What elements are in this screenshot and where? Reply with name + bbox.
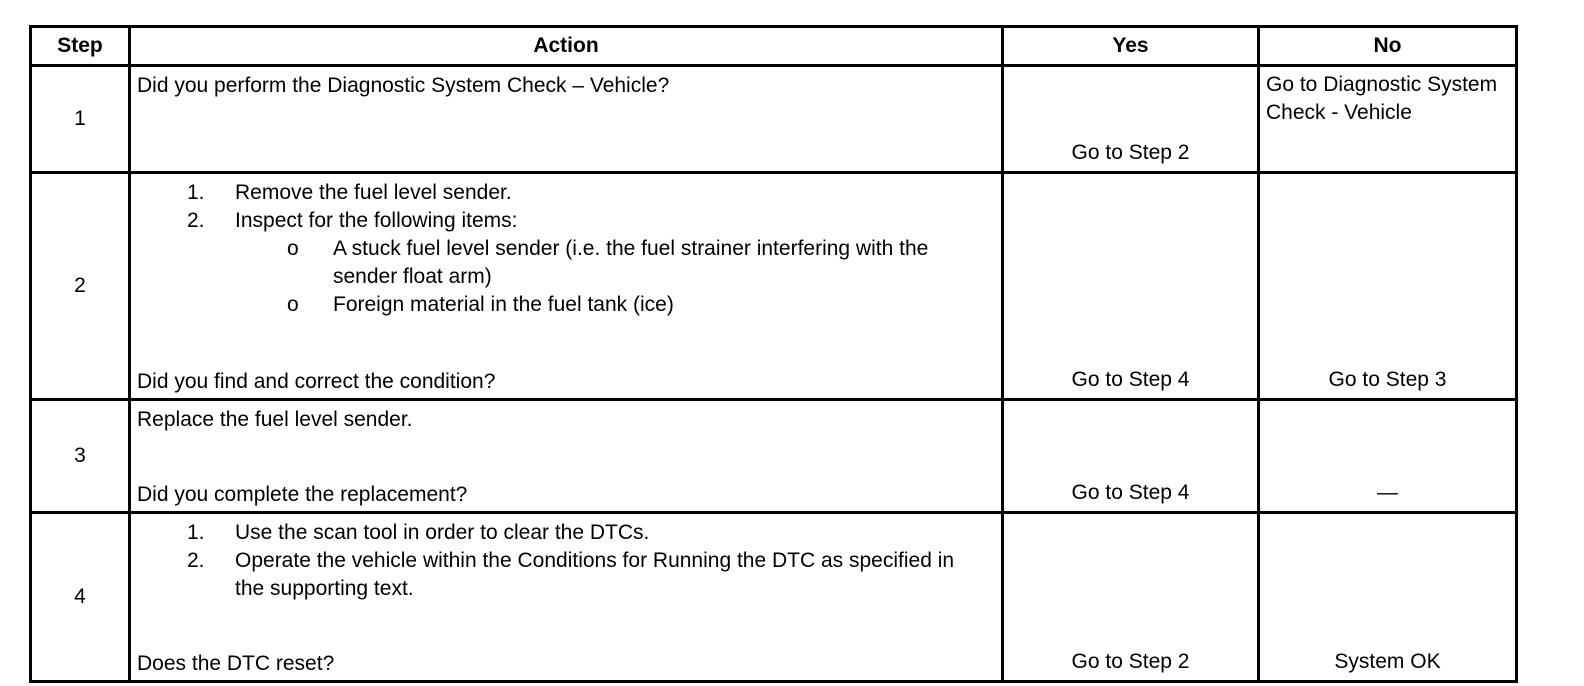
bullet-marker: o [287, 293, 299, 316]
bullet-marker: o [287, 237, 299, 260]
action-cell [130, 400, 1003, 513]
header-no: No [1259, 27, 1517, 66]
action-question: Did you find and correct the condition? [137, 370, 496, 393]
action-question: Does the DTC reset? [137, 652, 335, 675]
yes-answer: Go to Step 4 [1003, 400, 1259, 513]
step-number: 3 [31, 400, 130, 513]
list-item [137, 519, 995, 547]
numbered-list [137, 179, 995, 319]
action-cell [130, 66, 1003, 173]
list-item [137, 207, 995, 319]
no-answer: — [1259, 400, 1517, 513]
sub-list-item [137, 235, 995, 291]
item-text: Use the scan tool in order to clear the DTCs. [235, 521, 650, 544]
table-row [31, 513, 1517, 682]
action-text: Replace the fuel level sender. [137, 408, 413, 431]
action-cell [130, 173, 1003, 400]
table-row [31, 400, 1517, 513]
list-item [137, 547, 995, 603]
item-number: 1. [187, 181, 205, 204]
action-question: Did you perform the Diagnostic System Check – Vehicle? [137, 74, 670, 97]
sub-item-text: A stuck fuel level sender (i.e. the fuel strainer interfering with the sender float arm) [333, 237, 929, 288]
header-action: Action [130, 27, 1003, 66]
sub-list [235, 235, 995, 319]
yes-answer: Go to Step 2 [1003, 513, 1259, 682]
header-step: Step [31, 27, 130, 66]
no-answer: Go to Diagnostic System Check - Vehicle [1259, 66, 1517, 173]
yes-answer: Go to Step 2 [1003, 66, 1259, 173]
action-question: Did you complete the replacement? [137, 483, 468, 506]
list-item [137, 179, 995, 207]
item-number: 2. [187, 209, 205, 232]
action-steps [131, 514, 1001, 603]
action-cell [130, 513, 1003, 682]
table-row [31, 173, 1517, 400]
item-number: 2. [187, 549, 205, 572]
sub-list-item [137, 291, 995, 319]
item-text: Inspect for the following items: [235, 209, 518, 232]
no-answer: Go to Step 3 [1259, 173, 1517, 400]
header-row [31, 27, 1517, 66]
no-answer: System OK [1259, 513, 1517, 682]
item-text: Operate the vehicle within the Conditions for Running the DTC as specified in the supporting text. [235, 549, 955, 600]
action-steps [131, 174, 1001, 319]
numbered-list [137, 519, 995, 603]
diagnostic-table [29, 25, 1518, 683]
header-yes: Yes [1003, 27, 1259, 66]
step-number: 4 [31, 513, 130, 682]
item-text: Remove the fuel level sender. [235, 181, 512, 204]
step-number: 2 [31, 173, 130, 400]
table-row [31, 66, 1517, 173]
sub-item-text: Foreign material in the fuel tank (ice) [333, 293, 674, 316]
item-number: 1. [187, 521, 205, 544]
step-number: 1 [31, 66, 130, 173]
yes-answer: Go to Step 4 [1003, 173, 1259, 400]
